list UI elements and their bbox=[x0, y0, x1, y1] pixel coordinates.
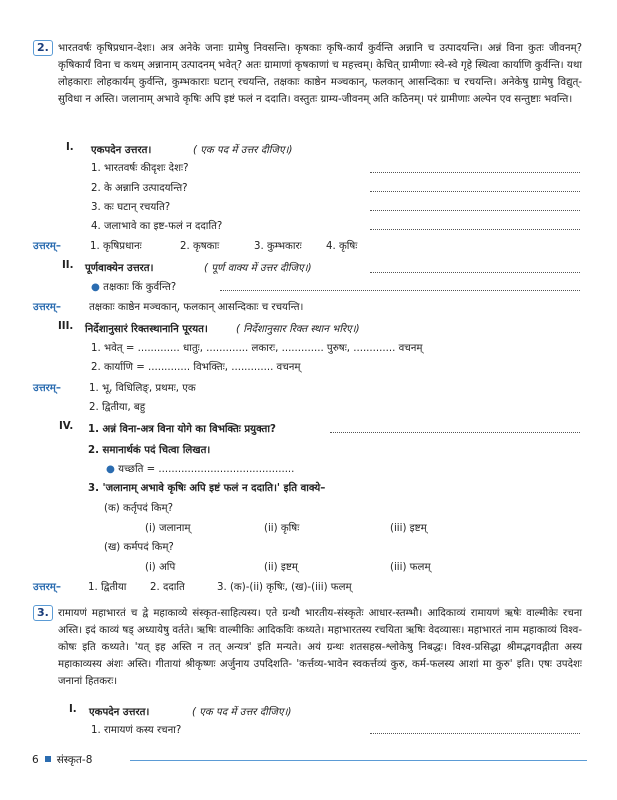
answer-text: तक्षकाः काष्ठेन मञ्चकान्, फलकान् आसन्दिकाः च रचयन्ति। bbox=[89, 302, 304, 313]
passage-3: रामायणं महाभारतं च द्वे महाकाव्ये संस्कृत-साहित्यस्य। एते ग्रन्थौ भारतीय-संस्कृतेः आधार-स्तम्भौ। आदिकाव्यं रामायणं ऋषेः वाल्मीकेः रचना अस्ति। इदं काव्यं षड् अध्यायेषु वर्तते। ऋषिः वाल्मीकिः आदिकविः कथ्यते। महाभारतस्य रचयिता ऋषिः वेदव्यासः। महाभारतं नाम महाकाव्यं विश्व-कोषः इति कथ्यते। 'यत् इह अस्ति न तत् अन्यत्र' इति मन्यते। अयं ग्रन्थः शतसहस्र-श्लोकेषु निबद्धः। विश्व-प्रसिद्धा श्रीमद्भगवद्गीता अस्य महाकाव्यस्य अंशः अस्ति। गीतायां श्रीकृष्णः अर्जुनाय उपदिशति- 'कर्त्तव्य-भावेन स्वकर्त्तव्यं कुरु, कर्म-फलस्य आशां मा कुरु' इति। एषः उपदेशः जनानां हितकरः। bbox=[58, 608, 582, 687]
sub-question: (क) कर्तृपदं किम्? bbox=[104, 503, 174, 514]
section-roman: IV. bbox=[59, 421, 74, 432]
question-item: 1. रामायणं कस्य रचना? bbox=[91, 725, 182, 736]
section-hint: ( एक पद में उत्तर दीजिए।) bbox=[192, 707, 292, 718]
question-item: 1. अन्नं विना-अत्र विना योगे का विभक्तिः प्रयुक्ता? bbox=[88, 424, 276, 435]
bullet-icon: ● bbox=[91, 282, 100, 293]
answer-item: 1. कृषिप्रधानः bbox=[90, 241, 142, 252]
answer-label: उत्तरम्– bbox=[33, 383, 61, 394]
option: (iii) इष्टम् bbox=[390, 523, 427, 534]
answer-item: 1. द्वितीया bbox=[88, 582, 127, 593]
answer-item: 2. कृषकाः bbox=[180, 241, 220, 252]
section-title: पूर्णवाक्येन उत्तरत। bbox=[85, 263, 154, 274]
fill-row: 2. कार्याणि = ............. विभक्तिः, ............. वचनम् bbox=[91, 362, 301, 373]
section-title: एकपदेन उत्तरत। bbox=[89, 707, 150, 718]
question-item: 3. 'जलानाम् अभावे कृषिः अपि इष्टं फलं न ददाति।' इति वाक्ये– bbox=[88, 483, 326, 494]
option: (i) अपि bbox=[145, 562, 176, 573]
bullet-question: ● तक्षकाः किं कुर्वन्ति? bbox=[91, 282, 177, 293]
answer-label: उत्तरम्– bbox=[33, 582, 61, 593]
answer-line: 2. द्वितीया, बहु bbox=[89, 402, 146, 413]
question-item: 1. भारतवर्षः कीदृशः देशः? bbox=[91, 163, 189, 174]
answer-line: 1. भू, विधिलिङ्, प्रथमः, एक bbox=[89, 383, 196, 394]
section-roman: I. bbox=[69, 704, 77, 715]
book-title: संस्कृत-8 bbox=[56, 754, 93, 766]
question-number-2: 2. bbox=[33, 40, 53, 56]
option: (ii) इष्टम् bbox=[264, 562, 298, 573]
answer-blank[interactable] bbox=[330, 432, 580, 433]
answer-blank[interactable] bbox=[370, 733, 580, 734]
question-number-3: 3. bbox=[33, 605, 53, 621]
bullet-question: ● यच्छति = .......................................... bbox=[106, 464, 295, 475]
square-icon bbox=[45, 756, 51, 762]
option: (i) जलानाम् bbox=[145, 523, 191, 534]
section-hint: ( एक पद में उत्तर दीजिए।) bbox=[193, 145, 293, 156]
section-title: निर्देशानुसारं रिक्तस्थानानि पूरयत। bbox=[85, 324, 208, 335]
answer-blank[interactable] bbox=[220, 290, 580, 291]
section-hint: ( पूर्ण वाक्य में उत्तर दीजिए।) bbox=[204, 263, 312, 274]
page-number: 6 bbox=[32, 754, 39, 766]
answer-item: 2. ददाति bbox=[150, 582, 185, 593]
question-item: 4. जलाभावे का इष्ट-फलं न ददाति? bbox=[91, 221, 223, 232]
answer-blank[interactable] bbox=[370, 210, 580, 211]
bullet-icon: ● bbox=[106, 464, 115, 475]
sub-question: (ख) कर्मपदं किम्? bbox=[104, 542, 174, 553]
answer-blank[interactable] bbox=[370, 229, 580, 230]
answer-item: 4. कृषिः bbox=[326, 241, 358, 252]
footer bbox=[32, 753, 92, 767]
answer-item: 3. (क)-(ii) कृषिः, (ख)-(iii) फलम् bbox=[217, 582, 352, 593]
answer-label: उत्तरम्– bbox=[33, 241, 61, 252]
answer-item: 3. कुम्भकारः bbox=[254, 241, 302, 252]
option: (ii) कृषिः bbox=[264, 523, 300, 534]
section-title: एकपदेन उत्तरत। bbox=[91, 145, 152, 156]
answer-blank[interactable] bbox=[370, 172, 580, 173]
footer-rule bbox=[130, 760, 587, 761]
section-roman: III. bbox=[58, 321, 74, 332]
fill-row: 1. भवेत् = ............. धातुः, ............. लकारः, ............. पुरुषः, ............. वचनम् bbox=[91, 343, 423, 354]
answer-blank[interactable] bbox=[370, 272, 580, 273]
question-item: 2. समानार्थकं पदं चित्वा लिखत। bbox=[88, 445, 211, 456]
question-item: 3. कः घटान् रचयति? bbox=[91, 202, 171, 213]
passage-2: भारतवर्षः कृषिप्रधान-देशः। अत्र अनेके जनाः ग्रामेषु निवसन्ति। कृषकाः कृषि-कार्यं कुर्वन्ति अन्नानि च उत्पादयन्ति। अन्नं विना कुतः जीवनम्? कृषिकार्यं विना च कथम् अन्नानाम् उत्पादनम् भवेत्? अतः ग्रामाणां कृषकाणां च महत्त्वम्। केचित् ग्रामीणाः स्वे-स्वे गृहे स्थित्वा कार्याणि कुर्वन्ति। यथा लोहकाराः लोहकार्यम् कुर्वन्ति, कुम्भकाराः घटान् रचयन्ति, तक्षकाः काष्ठेन मञ्चकान्, फलकान् आसन्दिकाः च रचयन्ति। अनेकेषु ग्रामेषु विद्युत्-सुविधा न अस्ति। जलानाम् अभावे कृषिः अपि इष्टं फलं न ददाति। वस्तुतः ग्राम्य-जीवनम् अति कठिनम्। परं ग्रामीणाः अल्पेन एव सन्तुष्टाः भवन्ति। bbox=[58, 43, 582, 105]
section-roman: I. bbox=[66, 142, 74, 153]
question-item: 2. के अन्नानि उत्पादयन्ति? bbox=[91, 183, 188, 194]
option: (iii) फलम् bbox=[390, 562, 431, 573]
answer-blank[interactable] bbox=[370, 191, 580, 192]
answer-label: उत्तरम्– bbox=[33, 302, 61, 313]
section-hint: ( निर्देशानुसार रिक्त स्थान भरिए।) bbox=[236, 324, 360, 335]
section-roman: II. bbox=[62, 260, 74, 271]
